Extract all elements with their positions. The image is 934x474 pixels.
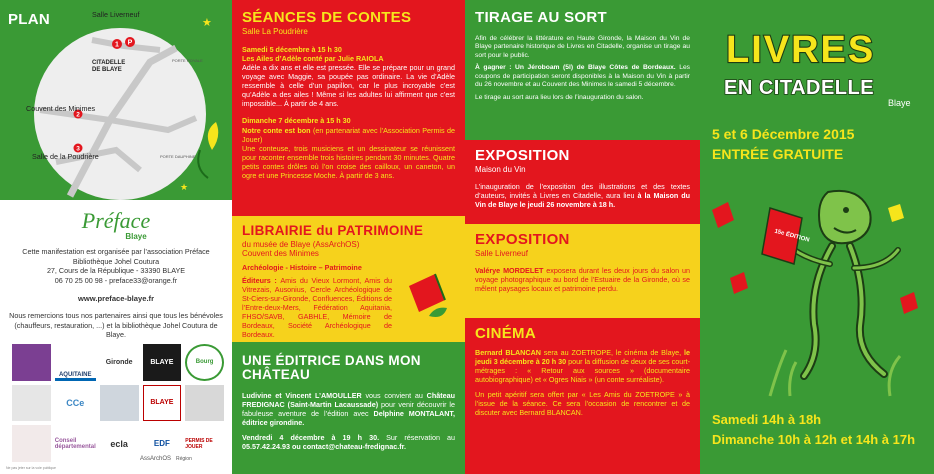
tirage-intro: Afin de célébrer la littérature en Haute Gironde, la Maison du Vin de Blaye partenaire historique de Livres en Citadelle, organise un tirage au sort pour le public. — [475, 35, 690, 59]
column-plan — [0, 0, 232, 474]
partner-logo — [100, 385, 139, 422]
director-name: Bernard BLANCAN — [475, 348, 541, 357]
reservation-contact[interactable]: 05.57.42.24.93 ou contact@chateau-fredignac.fr. — [242, 442, 406, 452]
seances-panel — [232, 0, 465, 216]
partner-logo — [12, 344, 51, 381]
free-entry: ENTRÉE GRATUITE — [712, 146, 844, 162]
organizer-line: Cette manifestation est organisée par l’association Préface — [22, 247, 210, 256]
partner-logo: BLAYE — [143, 385, 182, 422]
session-date: Dimanche 7 décembre à 15 h 30 — [242, 116, 351, 126]
session-date: Samedi 5 décembre à 15 h 30 — [242, 45, 342, 54]
tirage-details: Les coupons de participation seront disponibles à la Maison du Vin à partir du 26 novembre et au Couvent des Minimes le samedi 5 décembre. — [475, 64, 691, 89]
editrice-title: UNE ÉDITRICE DANS MON CHÂTEAU — [242, 353, 421, 382]
expo2-title: EXPOSITION — [475, 231, 570, 248]
marker-p-label: P — [127, 39, 133, 47]
librairie-subtitle: du musée de Blaye (AssArchOS) — [242, 239, 360, 249]
city-map — [0, 0, 232, 200]
expo2-text: exposera durant les deux jours du salon un voyage photographique au bord de l’Estuaire de la Gironde, où se mêlent paysages locaux et patrimoine perdu. — [475, 266, 690, 294]
prize: À gagner : Un Jéroboam (5l) de Blaye Côtes de Bordeaux. — [475, 64, 676, 72]
session-description: Une conteuse, trois musiciens et un dessinateur se réunissent pour raconter ensemble trois histoires pendant 30 minutes. Quatre petits contes drôles où l’on croise des cailloux, un caneton, un ogre et une Princesse Moche. À partir de 3 ans. — [242, 143, 455, 180]
thanks-text: Nous remercions tous nos partenaires ainsi que tous les bénévoles (chauffeurs, restauration, ...) et la bibliothèque Johel Coutura de Blaye. — [9, 310, 223, 340]
column-activities — [465, 0, 700, 474]
flying-book-icon — [900, 292, 918, 314]
hours-saturday: Samedi 14h à 18h — [712, 412, 822, 427]
hours-sunday: Dimanche 10h à 12h et 14h à 17h — [712, 432, 916, 447]
column-events — [232, 0, 465, 474]
editrice-panel — [232, 342, 465, 474]
editrice-text: pour venir découvrir le fabuleuse aventure de l’édition avec — [242, 400, 456, 419]
footer-note: Ne pas jeter sur la voie publique — [6, 466, 57, 470]
flying-book-icon — [730, 272, 748, 294]
logo-line2: EN CITADELLE — [724, 77, 875, 99]
session-title-bold: Notre conte est bon — [242, 125, 311, 135]
tirage-note: Le tirage au sort aura lieu lors de l’inauguration du salon. — [475, 93, 644, 101]
label-couvent: Couvent des Minimes — [26, 104, 96, 113]
organizer-line: 06 70 25 00 98 - preface33@orange.fr — [54, 276, 178, 286]
librairie-theme: Archéologie - Histoire – Patrimoine — [242, 262, 362, 272]
partner-logo: Bourg — [185, 344, 224, 381]
organizer-panel — [0, 200, 232, 340]
partner-logo: EDF — [153, 439, 170, 449]
editrice-text: Sur réservation au — [379, 433, 456, 443]
screening-date: le jeudi 3 décembre à 20 h 30 — [475, 348, 691, 367]
partners-extra: AssArchOS — [140, 456, 172, 462]
preface-logo-main: Préface — [81, 208, 151, 233]
preface-logo — [0, 210, 232, 241]
event-date: Vendredi 4 décembre à 19 h 30. — [242, 433, 380, 443]
partner-logo: CCe — [66, 397, 85, 408]
cinema-title: CINÉMA — [475, 325, 536, 342]
porte-royale-label: PORTE ROYALE — [172, 58, 203, 63]
partner-logo: PERMIS DE JOUER — [185, 437, 213, 450]
expo1-date: à la Maison du Vin de Blaye le jeudi 26 novembre à 18 h. — [475, 191, 690, 210]
expo-liverneuf-panel — [465, 224, 700, 318]
flying-book-icon — [712, 202, 734, 228]
website-link[interactable]: www.preface-blaye.fr — [77, 293, 155, 303]
flying-book-icon — [888, 204, 904, 222]
session-description: Adèle a dix ans et elle est pressée. Elle se prépare pour un grand voyage avec Maggie, sa poupée pas ordinaire. La vie d’Adèle ressemble à celle d’un papillon, car le plus incroyable c’est qu’Adèle a des ailes ! Même si les adultes lui affirment que c’est impossible... À partir de 4 ans. — [242, 63, 455, 109]
character-head — [819, 191, 871, 243]
chateau-name: Château FREDIGNAC (Saint-Martin Lacaussade) — [242, 391, 455, 410]
book-illustration — [399, 256, 459, 336]
hosts-names: Ludivine et Vincent L’AMOULLER — [242, 391, 362, 400]
editrice-text: vous convient au — [361, 391, 427, 400]
cinema-text: pour la diffusion de deux de ses court-métrages : « Retour aux sources » (documentaire autobiographique) et « Ogres Niais » (un conte surréaliste). — [475, 357, 690, 385]
partner-logo: AQUITAINE — [55, 344, 96, 381]
marker-1-label: 1 — [115, 41, 119, 49]
cinema-panel — [465, 318, 700, 474]
session-title — [242, 126, 455, 144]
editeurs-list: Amis du Vieux Lormont, Amis du Vitrezais, Ausonius, Cercle Archéologique de St-Ciers-sur-Gironde, Confluences, Éditions de l’Entre-deux-Mers, Fédération Aquitania, FHSO/SAVB, GABHLE, Mémoire de Bordeaux, Société Archéologique de Bordeaux. — [242, 275, 392, 339]
partners-extra: Région — [176, 456, 192, 462]
plan-title: PLAN — [8, 11, 51, 28]
partner-logo: Conseil départemental — [54, 437, 96, 450]
marker-3-label: 3 — [76, 145, 80, 153]
column-hero — [700, 0, 934, 474]
tirage-panel — [465, 0, 700, 140]
partners-panel — [0, 340, 232, 474]
festival-logo — [700, 0, 934, 110]
organizer-line: Bibliothèque Johel Coutura — [72, 256, 160, 266]
reader-illustration — [700, 168, 934, 398]
session-title-rest: (en partenariat avec l’Association Permis de Jouer) — [242, 125, 455, 144]
librairie-location: Couvent des Minimes — [242, 248, 319, 258]
session-title: Les Ailes d’Adèle conté par Julie RAIOLA — [242, 54, 384, 64]
photographer-name: Valérye MORDELET — [475, 266, 544, 275]
partner-logo: BLAYE — [143, 344, 182, 381]
partner-logo — [12, 385, 51, 422]
cinema-aperitif: Un petit apéritif sera offert par « Les Amis du ZOETROPE » à l’issue de la séance. Ce sera l’occasion de rencontrer et de discuter avec Bernard BLANCAN. — [475, 390, 690, 418]
partner-logo: Gironde — [105, 358, 133, 366]
logo-line1: LIVRES — [726, 29, 876, 71]
organizer-line: 27, Cours de la République - 33390 BLAYE — [46, 266, 186, 276]
street-side — [110, 118, 196, 130]
book-label: 15e ÉDITION — [773, 228, 811, 244]
label-salle-poudriere: Salle de la Poudrière — [32, 152, 99, 161]
label-citadelle: CITADELLE DE BLAYE — [92, 60, 126, 74]
partner-logo-grid — [12, 344, 224, 462]
event-dates: 5 et 6 Décembre 2015 — [712, 126, 855, 142]
star-icon: ★ — [180, 182, 189, 192]
editeurs-label: Éditeurs : — [242, 275, 281, 285]
logo-city: Blaye — [888, 98, 911, 108]
partner-logo — [12, 425, 51, 462]
leaf-icon — [208, 122, 218, 150]
label-salle-liverneuf: Salle Liverneuf — [92, 10, 140, 19]
preface-logo-sub: Blaye — [125, 232, 147, 241]
plan-panel — [0, 0, 232, 200]
tirage-title: TIRAGE AU SORT — [475, 9, 607, 26]
expo1-title: EXPOSITION — [475, 147, 570, 164]
star-icon: ★ — [202, 17, 212, 29]
expo2-subtitle: Salle Liverneuf — [475, 249, 528, 258]
cinema-text: sera au ZOETROPE, le cinéma de Blaye, — [540, 348, 685, 357]
expo1-subtitle: Maison du Vin — [475, 165, 526, 174]
partner-logo: ecla — [110, 438, 128, 449]
partner-logo — [185, 385, 224, 422]
librairie-title: LIBRAIRIE du PATRIMOINE — [242, 223, 424, 238]
porte-dauphine-label: PORTE DAUPHINE — [160, 154, 196, 159]
leaf-icon — [198, 150, 208, 178]
seances-title: SÉANCES DE CONTES — [242, 9, 412, 26]
expo1-text: L’inauguration de l’exposition des illustrations et des textes d’auteurs, invités à Livres en Citadelle, aura lieu — [475, 182, 690, 201]
seances-subtitle: Salle La Poudrière — [242, 27, 308, 36]
marker-2-label: 2 — [76, 111, 80, 119]
expo-maison-panel — [465, 140, 700, 224]
editor-name: Delphine MONTALANT, éditrice girondine. — [242, 409, 455, 428]
librairie-panel — [232, 216, 465, 342]
